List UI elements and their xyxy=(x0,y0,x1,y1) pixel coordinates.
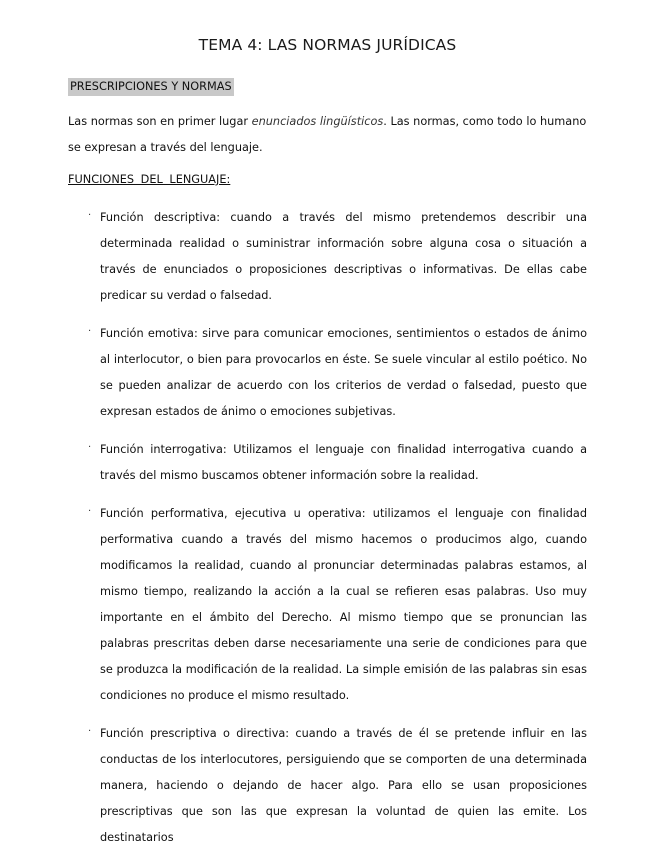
document-title: TEMA 4: LAS NORMAS JURÍDICAS xyxy=(198,36,457,54)
intro-paragraph xyxy=(68,109,588,161)
list-item-descriptiva xyxy=(88,205,587,309)
list-item-text: Función prescriptiva o directiva: cuando a través de él se pretende influir en las conductas de los interlocutores, persiguiendo que se comporten de una determinada manera, haciendo o dejando de hacer algo. Para ello se usan proposiciones prescriptivas que son las que expresan la voluntad de quien las emite. Los destinatarios xyxy=(100,727,587,844)
bullet-icon: · xyxy=(88,326,92,337)
intro-text-after: . Las normas, como todo lo humano se expresan a través del lenguaje. xyxy=(68,115,587,154)
bullet-icon: · xyxy=(88,210,92,221)
bullet-icon: · xyxy=(88,442,92,453)
list-item-prescriptiva xyxy=(88,721,587,848)
list-item-text: Función emotiva: sirve para comunicar emociones, sentimientos o estados de ánimo al interlocutor, o bien para provocarlos en éste. Se suele vincular al estilo poético. No se pueden analizar de acuerdo con los criterios de verdad o falsedad, puesto que expresan estados de ánimo o emociones subjetivas. xyxy=(100,327,587,418)
bullet-icon: · xyxy=(88,506,92,517)
list-item-text: Función performativa, ejecutiva u operativa: utilizamos el lenguaje con finalidad performativa cuando a través del mismo hacemos o producimos algo, cuando modificamos la realidad, cuando al pronunciar determinadas palabras estamos, al mismo tiempo, realizando la acción a la cual se refieren esas palabras. Uso muy importante en el ámbito del Derecho. Al mismo tiempo que se pronuncian las palabras prescritas deben darse necesariamente una serie de condiciones para que se produzca la modificación de la realidad. La simple emisión de las palabras sin esas condiciones no produce el mismo resultado. xyxy=(100,507,587,702)
section-heading-prescripciones: PRESCRIPCIONES Y NORMAS xyxy=(68,78,234,96)
list-item-text: Función descriptiva: cuando a través del mismo pretendemos describir una determinada realidad o suministrar información sobre alguna cosa o situación a través de enunciados o proposiciones descriptivas o informativas. De ellas cabe predicar su verdad o falsedad. xyxy=(100,211,587,302)
section-heading-funciones: FUNCIONES DEL LENGUAJE: xyxy=(68,173,231,186)
funciones-list xyxy=(0,205,655,848)
intro-text-before: Las normas son en primer lugar xyxy=(68,115,252,128)
list-item-interrogativa xyxy=(88,437,587,489)
bullet-icon: · xyxy=(88,726,92,737)
list-item-emotiva xyxy=(88,321,587,425)
list-item-performativa xyxy=(88,501,587,709)
intro-text-italic: enunciados lingüísticos xyxy=(251,115,384,128)
list-item-text: Función interrogativa: Utilizamos el lenguaje con finalidad interrogativa cuando a través del mismo buscamos obtener información sobre la realidad. xyxy=(100,443,587,482)
